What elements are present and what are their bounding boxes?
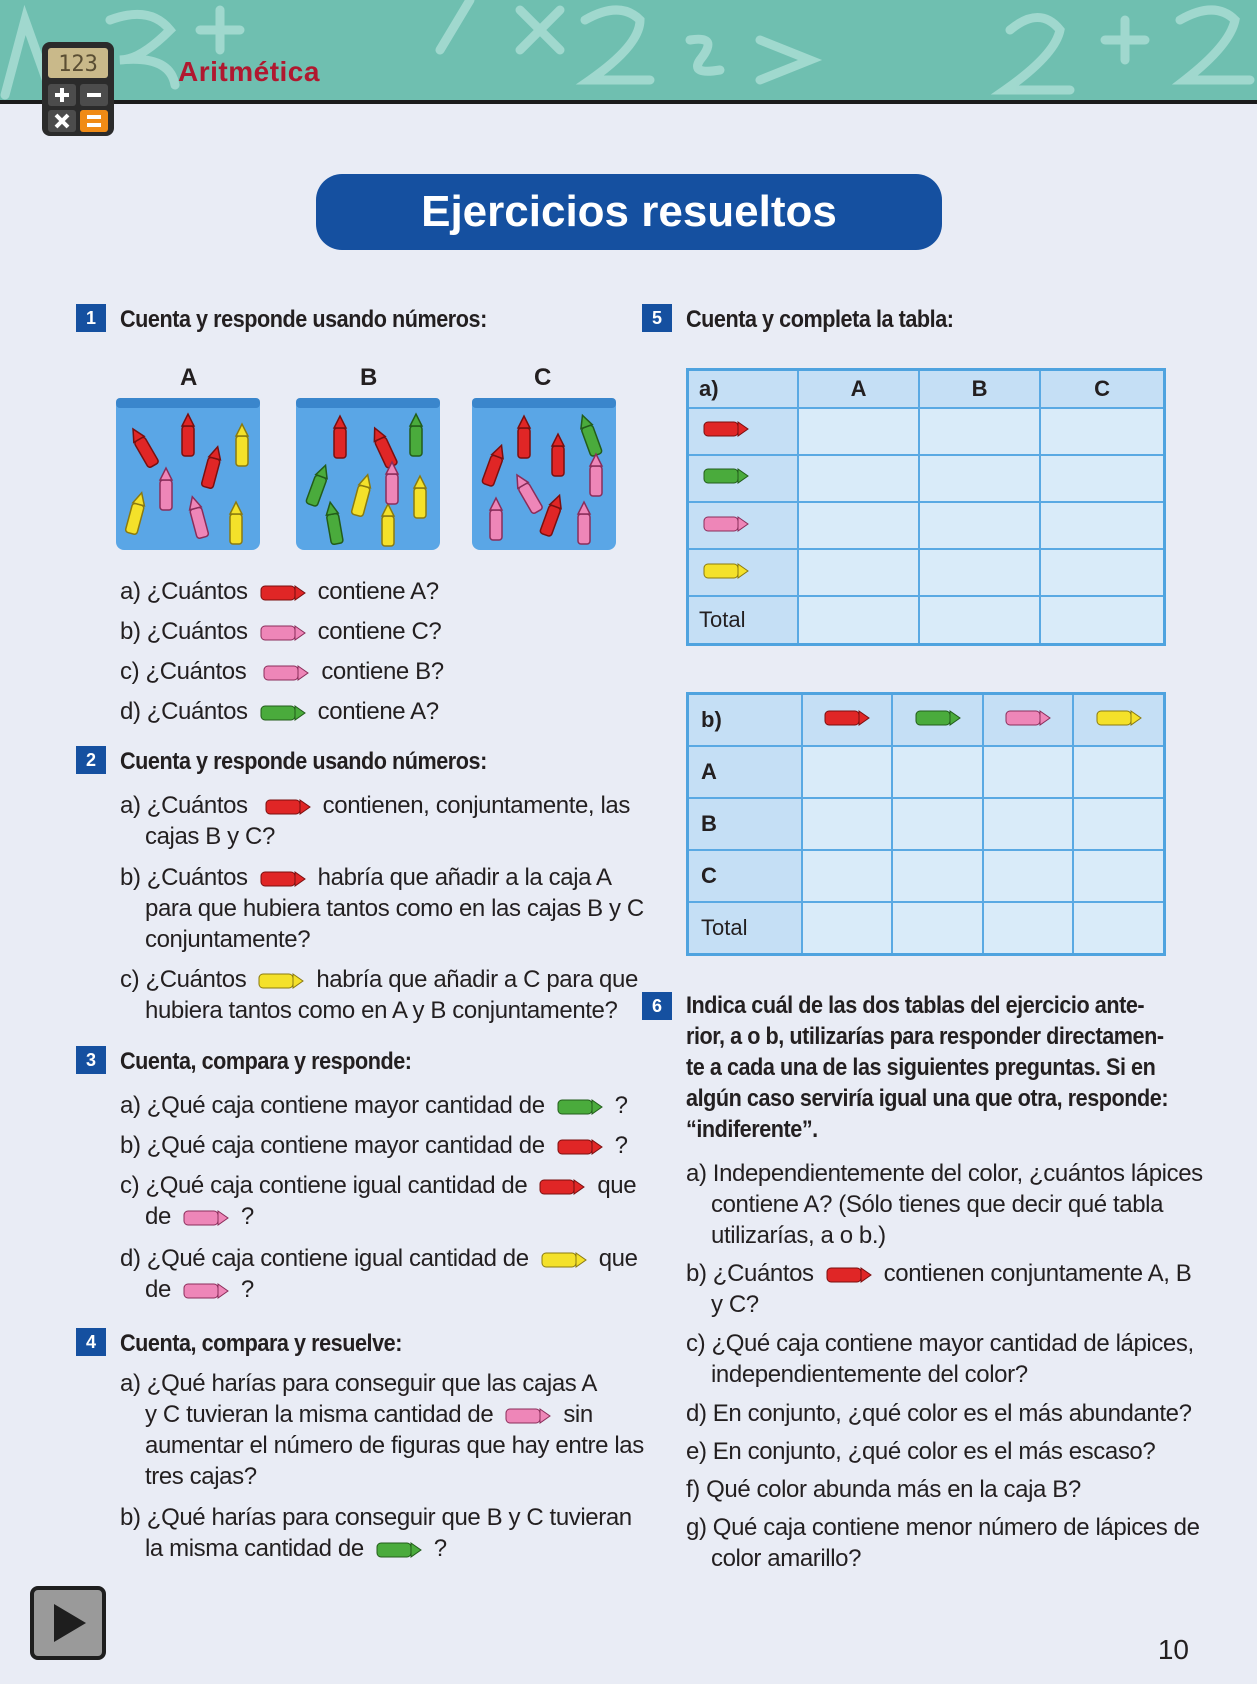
exercise-5-heading xyxy=(642,306,983,334)
table-a-col-a: A xyxy=(798,370,919,408)
ex3-question-d: d) ¿Qué caja contiene igual cantidad de que de ? xyxy=(120,1245,638,1303)
exercise-number: 5 xyxy=(642,304,672,332)
pink-crayon-icon xyxy=(505,1407,551,1425)
ex4-question-a: a) ¿Qué harías para conseguir que las cajas A y C tuvieran la misma cantidad de sin aumentar el número de figuras que hay entre las tres cajas? xyxy=(120,1370,644,1490)
table-a-total-label: Total xyxy=(688,596,799,644)
table-cell[interactable] xyxy=(892,902,982,955)
table-cell[interactable] xyxy=(983,850,1073,902)
exercise-number: 1 xyxy=(76,304,106,332)
play-button[interactable] xyxy=(30,1586,106,1660)
calculator-icon xyxy=(40,40,118,140)
box-a xyxy=(116,398,260,550)
box-c xyxy=(472,398,616,550)
table-cell[interactable] xyxy=(798,502,919,549)
table-row xyxy=(688,549,1165,596)
page-title: Ejercicios resueltos xyxy=(316,174,942,250)
green-crayon-icon xyxy=(557,1098,603,1116)
red-crayon-icon xyxy=(824,709,870,727)
table-row xyxy=(688,746,1165,798)
ex6-question-d: d) En conjunto, ¿qué color es el más abundante? xyxy=(686,1400,1192,1427)
red-crayon-icon xyxy=(826,1266,872,1284)
table-b-row-b: B xyxy=(688,798,803,850)
pink-crayon-icon xyxy=(263,664,309,682)
table-cell[interactable] xyxy=(1073,746,1164,798)
table-row xyxy=(688,596,1165,644)
ex4-question-b: b) ¿Qué harías para conseguir que B y C tuvieran la misma cantidad de ? xyxy=(120,1504,632,1562)
exercise-number: 2 xyxy=(76,746,106,774)
table-row xyxy=(688,902,1165,955)
green-crayon-icon xyxy=(703,467,749,485)
table-cell[interactable] xyxy=(798,596,919,644)
table-b-row-a: A xyxy=(688,746,803,798)
table-cell[interactable] xyxy=(1073,798,1164,850)
table-cell[interactable] xyxy=(802,902,892,955)
table-b xyxy=(686,692,1166,956)
ex1-question-a: a) ¿Cuántos contiene A? xyxy=(120,578,439,605)
table-cell[interactable] xyxy=(798,549,919,596)
exercise-6-heading xyxy=(642,994,1222,1145)
red-crayon-icon xyxy=(260,584,306,602)
exercise-title: Cuenta y completa la tabla: xyxy=(686,306,954,333)
table-a-corner: a) xyxy=(688,370,799,408)
box-b xyxy=(296,398,440,550)
yellow-crayon-icon xyxy=(258,972,304,990)
pink-crayon-icon xyxy=(260,624,306,642)
page-number: 10 xyxy=(1157,1634,1189,1665)
exercise-title: Cuenta y responde usando números: xyxy=(120,748,487,775)
exercise-title: Cuenta y responde usando números: xyxy=(120,306,487,333)
table-cell[interactable] xyxy=(802,798,892,850)
green-crayon-icon xyxy=(260,704,306,722)
exercise-2-heading xyxy=(76,748,528,776)
ex2-question-a: a) ¿Cuántos contienen, conjuntamente, las cajas B y C? xyxy=(120,792,630,850)
ex6-question-g: g) Qué caja contiene menor número de lápices de color amarillo? xyxy=(686,1514,1200,1572)
table-cell[interactable] xyxy=(983,746,1073,798)
ex6-question-a: a) Independientemente del color, ¿cuántos lápices contiene A? (Sólo tienes que decir qué tabla utilizarías, a o b.) xyxy=(686,1160,1203,1249)
yellow-crayon-icon xyxy=(703,562,749,580)
green-crayon-icon xyxy=(915,709,961,727)
table-b-corner: b) xyxy=(688,694,803,746)
table-cell[interactable] xyxy=(892,746,982,798)
ex6-question-e: e) En conjunto, ¿qué color es el más escaso? xyxy=(686,1438,1156,1465)
table-cell[interactable] xyxy=(919,549,1040,596)
table-b-row-c: C xyxy=(688,850,803,902)
red-crayon-icon xyxy=(260,870,306,888)
table-cell[interactable] xyxy=(919,502,1040,549)
table-cell[interactable] xyxy=(919,455,1040,502)
red-crayon-icon xyxy=(703,420,749,438)
table-cell[interactable] xyxy=(798,408,919,455)
exercise-title: Indica cuál de las dos tablas del ejercicio ante- rior, a o b, utilizarías para responder directamen- te a cada una de las siguientes preguntas. Si en algún caso serviría igual una que otra, responde: “indiferente”. xyxy=(686,992,1169,1143)
table-cell[interactable] xyxy=(919,596,1040,644)
play-icon xyxy=(34,1590,102,1656)
table-cell[interactable] xyxy=(1073,850,1164,902)
exercise-1-heading xyxy=(76,306,528,334)
table-cell[interactable] xyxy=(983,798,1073,850)
red-crayon-icon xyxy=(265,798,311,816)
ex6-question-f: f) Qué color abunda más en la caja B? xyxy=(686,1476,1081,1503)
table-cell[interactable] xyxy=(1040,502,1164,549)
red-crayon-icon xyxy=(539,1178,585,1196)
ex1-question-d: d) ¿Cuántos contiene A? xyxy=(120,698,439,725)
ex3-question-c: c) ¿Qué caja contiene igual cantidad de que de ? xyxy=(120,1172,637,1230)
table-cell[interactable] xyxy=(919,408,1040,455)
yellow-crayon-icon xyxy=(1096,709,1142,727)
green-crayon-icon xyxy=(376,1541,422,1559)
pink-crayon-icon xyxy=(183,1282,229,1300)
table-row xyxy=(688,408,1165,455)
ex3-question-a: a) ¿Qué caja contiene mayor cantidad de ? xyxy=(120,1092,628,1119)
svg-text:123: 123 xyxy=(58,52,98,77)
exercise-title: Cuenta, compara y resuelve: xyxy=(120,1330,402,1357)
pink-crayon-icon xyxy=(703,515,749,533)
table-b-total-label: Total xyxy=(688,902,803,955)
ex2-question-b: b) ¿Cuántos habría que añadir a la caja A para que hubiera tantos como en las cajas B y C conjuntamente? xyxy=(120,864,644,953)
pink-crayon-icon xyxy=(1005,709,1051,727)
ex6-question-b: b) ¿Cuántos contienen conjuntamente A, B y C? xyxy=(686,1260,1192,1318)
ex3-question-b: b) ¿Qué caja contiene mayor cantidad de ? xyxy=(120,1132,628,1159)
exercise-number: 4 xyxy=(76,1328,106,1356)
pink-crayon-icon xyxy=(183,1209,229,1227)
table-row xyxy=(688,455,1165,502)
red-crayon-icon xyxy=(557,1138,603,1156)
ex6-question-c: c) ¿Qué caja contiene mayor cantidad de lápices, independientemente del color? xyxy=(686,1330,1194,1388)
exercise-number: 3 xyxy=(76,1046,106,1074)
box-label-b: B xyxy=(360,364,378,391)
table-cell[interactable] xyxy=(892,850,982,902)
table-cell[interactable] xyxy=(892,798,982,850)
table-cell[interactable] xyxy=(1040,596,1164,644)
table-row xyxy=(688,850,1165,902)
table-cell[interactable] xyxy=(802,850,892,902)
table-cell[interactable] xyxy=(802,746,892,798)
table-cell[interactable] xyxy=(798,455,919,502)
table-cell[interactable] xyxy=(1040,455,1164,502)
ex1-question-b: b) ¿Cuántos contiene C? xyxy=(120,618,442,645)
ex1-question-c: c) ¿Cuántos contiene B? xyxy=(120,658,444,685)
table-a-col-b: B xyxy=(919,370,1040,408)
table-cell[interactable] xyxy=(1073,902,1164,955)
exercise-3-heading xyxy=(76,1048,444,1076)
table-cell[interactable] xyxy=(983,902,1073,955)
table-a xyxy=(686,368,1166,646)
table-cell[interactable] xyxy=(1040,549,1164,596)
box-label-c: C xyxy=(534,364,552,391)
table-cell[interactable] xyxy=(1040,408,1164,455)
box-label-a: A xyxy=(180,364,198,391)
crayon-boxes-illustration xyxy=(116,396,626,556)
banner-divider xyxy=(0,100,1257,104)
exercise-title: Cuenta, compara y responde: xyxy=(120,1048,412,1075)
table-row xyxy=(688,798,1165,850)
ex2-question-c: c) ¿Cuántos habría que añadir a C para que hubiera tantos como en A y B conjuntamente? xyxy=(120,966,638,1024)
yellow-crayon-icon xyxy=(541,1251,587,1269)
exercise-number: 6 xyxy=(642,992,672,1020)
table-a-col-c: C xyxy=(1040,370,1164,408)
exercise-4-heading xyxy=(76,1330,433,1358)
section-name: Aritmética xyxy=(178,56,320,87)
table-row xyxy=(688,502,1165,549)
